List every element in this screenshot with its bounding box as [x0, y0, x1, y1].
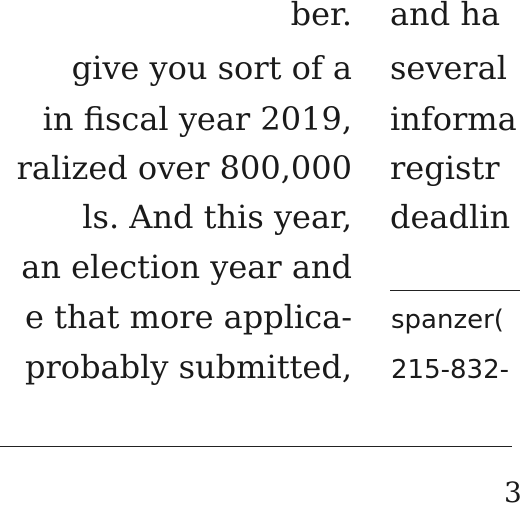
page-number: 3: [504, 476, 522, 509]
footnote-phone: 215-832-: [391, 355, 510, 385]
left-column-line-7: e that more applica-: [24, 298, 352, 336]
right-column-line-4: registr: [390, 149, 500, 187]
left-column-line-6: an election year and: [21, 248, 352, 286]
page-divider: [0, 446, 512, 447]
right-column-line-2: several: [390, 49, 507, 87]
left-column-line-2: give you sort of a: [71, 49, 352, 87]
left-column-line-8: probably submitted,: [25, 348, 352, 386]
right-column-line-5: deadlin: [390, 198, 511, 236]
left-column-line-1: ber.: [290, 0, 352, 33]
left-column-line-5: ls. And this year,: [82, 198, 352, 236]
right-column-line-3: informa: [390, 100, 517, 138]
left-column-line-3: in fiscal year 2019,: [42, 100, 352, 138]
right-column-line-1: and ha: [390, 0, 501, 33]
footnote-email: spanzer(: [391, 305, 504, 335]
footnote-rule: [390, 290, 520, 291]
left-column-line-4: ralized over 800,000: [16, 149, 352, 187]
